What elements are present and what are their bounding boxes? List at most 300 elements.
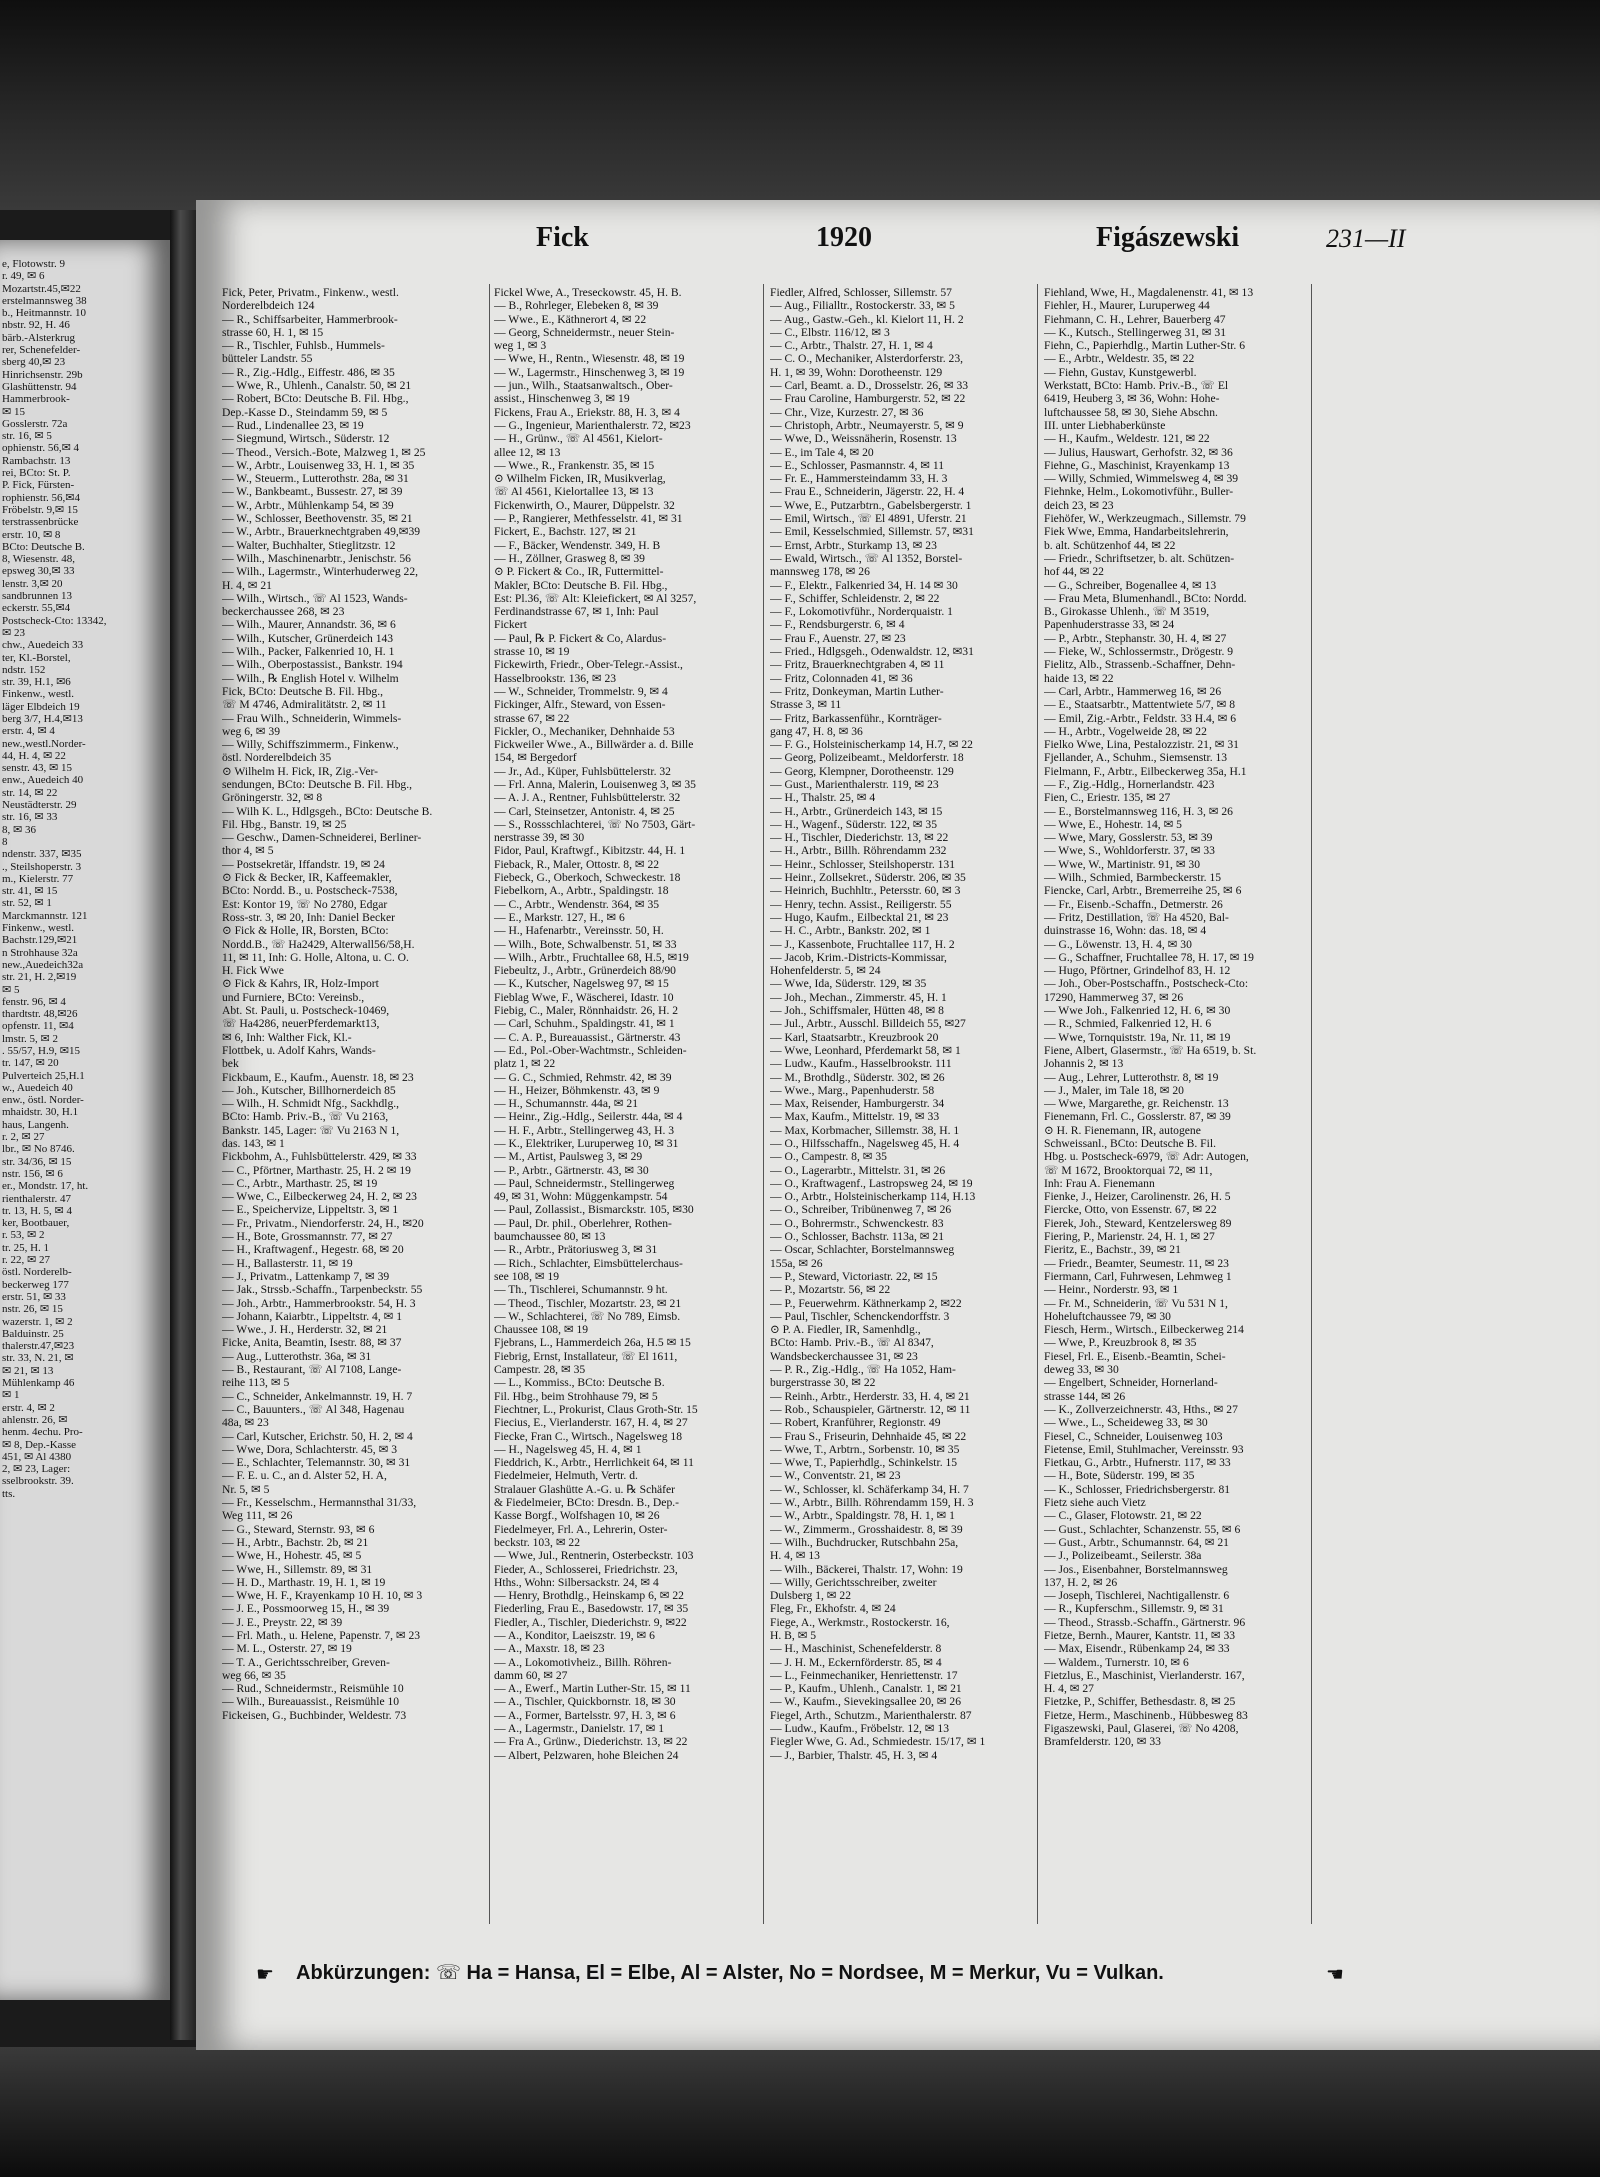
directory-entry-line: — H., Arbtr., Billh. Röhrendamm 232	[770, 844, 947, 858]
directory-entry-line: H. 4, ✉ 27	[1044, 1682, 1094, 1696]
previous-page-line: ndenstr. 337, ✉35	[2, 848, 82, 861]
directory-entry-line: Flottbek, u. Adolf Kahrs, Wands-	[222, 1043, 376, 1057]
directory-entry-line: — O., Kraftwagenf., Lastropsweg 24, ✉ 19	[770, 1176, 973, 1190]
directory-entry-line: — Wwe Joh., Falkenried 12, H. 6, ✉ 30	[1044, 1004, 1231, 1018]
previous-page-line: b., Heitmannstr. 10	[2, 307, 87, 320]
scan-background-top	[0, 0, 1600, 210]
directory-entry-line: — Henry, Brothdlg., Heinskamp 6, ✉ 22	[494, 1589, 684, 1603]
directory-entry-line: — L., Feinmechaniker, Henriettenstr. 17	[770, 1668, 958, 1682]
directory-entry-line: — Georg, Polizeibeamt., Meldorferstr. 18	[770, 751, 964, 765]
directory-entry-line: Fiebrig, Ernst, Installateur, ☏ El 1611,	[494, 1349, 678, 1363]
previous-page-line: nbstr. 92, H. 46	[2, 319, 70, 332]
directory-entry-line: — Theod., Versich.-Bote, Malzweg 1, ✉ 25	[222, 445, 426, 459]
directory-entry-line: — Wwe., L., Scheideweg 33, ✉ 30	[1044, 1416, 1208, 1430]
directory-entry-line: — Fr. E., Hammersteindamm 33, H. 3	[770, 472, 948, 486]
directory-entry-line: ☏ M 4746, Admiralitätstr. 2, ✉ 11	[222, 698, 387, 712]
directory-entry-line: Ross-str. 3, ✉ 20, Inh: Daniel Becker	[222, 910, 395, 924]
directory-entry-line: — Wwe, Margarethe, gr. Reichenstr. 13	[1044, 1097, 1229, 1111]
directory-entry-line: — Aug., Lutterothstr. 36a, ✉ 31	[222, 1349, 372, 1363]
directory-entry-line: — P., Kaufm., Uhlenh., Canalstr. 1, ✉ 21	[770, 1682, 962, 1696]
directory-entry-line: strasse 144, ✉ 26	[1044, 1389, 1126, 1403]
directory-entry-line: Fiehn, C., Papierhdlg., Martin Luther-Str. 6	[1044, 339, 1246, 353]
previous-page-line: r. 53, ✉ 2	[2, 1229, 45, 1242]
previous-page-line: 8	[2, 835, 8, 848]
previous-page-line: tr. 147, ✉ 20	[2, 1057, 59, 1070]
directory-entry-line: — Wilh., Bureauassist., Reismühle 10	[222, 1695, 400, 1709]
directory-entry-line: — Chr., Vize, Kurzestr. 27, ✉ 36	[770, 405, 924, 419]
directory-entry-line: sendungen, BCto: Deutsche B. Fil. Hbg.,	[222, 777, 413, 791]
directory-entry-line: — P., Arbtr., Gärtnerstr. 43, ✉ 30	[494, 1163, 649, 1177]
directory-entry-line: — A., Tischler, Quickbornstr. 18, ✉ 30	[494, 1695, 676, 1709]
directory-entry-line: strasse 67, ✉ 22	[494, 711, 570, 725]
directory-entry-line: — Oscar, Schlachter, Borstelmannsweg	[770, 1243, 955, 1257]
directory-entry-line: — Jak., Strssb.-Schaffn., Tarpenbeckstr. 55	[222, 1283, 423, 1297]
directory-entry-line: — P., Arbtr., Stephanstr. 30, H. 4, ✉ 27	[1044, 631, 1227, 645]
directory-entry-line: — Fra A., Grünw., Diederichstr. 13, ✉ 22	[494, 1735, 688, 1749]
directory-entry-line: duinstrasse 16, Wohn: das. 18, ✉ 4	[1044, 924, 1207, 938]
book-gutter	[170, 210, 196, 2040]
directory-entry-line: Fidor, Paul, Kraftwgf., Kibitzstr. 44, H. 1	[494, 844, 686, 858]
previous-page-line: chw., Auedeich 33	[2, 639, 84, 652]
directory-entry-line: — E., Speichervize, Lippeltstr. 3, ✉ 1	[222, 1203, 399, 1217]
previous-page-line: 2, ✉ 23, Lager:	[2, 1463, 71, 1476]
previous-page-line: rienthalerstr. 47	[2, 1192, 72, 1205]
directory-entry-line: — Willy, Schiffszimmerm., Finkenw.,	[222, 738, 399, 752]
previous-page-line: erstr. 10, ✉ 8	[2, 528, 61, 541]
directory-entry-line: — Frl. Math., u. Helene, Papenstr. 7, ✉ 23	[222, 1628, 421, 1642]
directory-entry-line: Fiesch, Herm., Wirtsch., Eilbeckerweg 214	[1044, 1323, 1244, 1337]
directory-entry-line: platz 1, ✉ 22	[494, 1057, 556, 1071]
previous-page-line: terstrassenbrücke	[2, 516, 79, 529]
directory-entry-line: — C., Arbtr., Wendenstr. 364, ✉ 35	[494, 897, 660, 911]
directory-entry-line: — F. G., Holsteinischerkamp 14, H.7, ✉ 22	[770, 738, 973, 752]
directory-entry-line: strasse 60, H. 1, ✉ 15	[222, 325, 324, 339]
directory-entry-line: Fietense, Emil, Stuhlmacher, Vereinsstr. 93	[1044, 1442, 1244, 1456]
directory-entry-line: — Carl, Kutscher, Erichstr. 50, H. 2, ✉ 4	[222, 1429, 413, 1443]
directory-entry-line: — Fritz, Destillation, ☏ Ha 4520, Bal-	[1044, 910, 1229, 924]
previous-page-line: new.,Auedeich32a	[2, 958, 84, 971]
directory-entry-line: Fiehler, H., Maurer, Luruperweg 44	[1044, 299, 1210, 313]
directory-entry-line: — Siegmund, Wirtsch., Süderstr. 12	[222, 432, 390, 446]
directory-entry-line: Hohenfelderstr. 5, ✉ 24	[770, 964, 881, 978]
directory-entry-line: — G. C., Schmied, Rehmstr. 42, ✉ 39	[494, 1070, 672, 1084]
directory-entry-line: H. Fick Wwe	[222, 964, 284, 978]
directory-entry-line: Fickbohm, A., Fuhlsbüttelerstr. 429, ✉ 33	[222, 1150, 417, 1164]
previous-page-line: Finkenw., westl.	[2, 688, 75, 701]
directory-entry-line: — Hugo, Kaufm., Eilbecktal 21, ✉ 23	[770, 910, 949, 924]
directory-entry-line: — G., Löwenstr. 13, H. 4, ✉ 30	[1044, 937, 1192, 951]
directory-entry-line: — W., Conventstr. 21, ✉ 23	[770, 1469, 901, 1483]
directory-entry-line: — Max, Korbmacher, Sillemstr. 38, H. 1	[770, 1123, 960, 1137]
directory-entry-line: — Karl, Staatsarbtr., Kreuzbrook 20	[770, 1030, 939, 1044]
previous-page-line: Finkenw., westl.	[2, 922, 75, 935]
directory-entry-line: — B., Rohrleger, Elebeken 8, ✉ 39	[494, 299, 659, 313]
directory-entry-line: — Heinrich, Buchhltr., Petersstr. 60, ✉ 3	[770, 884, 961, 898]
directory-entry-line: — W., Arbtr., Louisenweg 33, H. 1, ✉ 35	[222, 458, 415, 472]
previous-page-line: beckerweg 177	[2, 1278, 69, 1291]
previous-page-line: läger Elbdeich 19	[2, 700, 80, 713]
directory-entry-line: — Wilh., ℞ English Hotel v. Wilhelm	[222, 671, 399, 685]
directory-entry-line: — Wilh K. L., Hdlgsgeh., BCto: Deutsche B.	[222, 804, 433, 818]
directory-entry-line: damm 60, ✉ 27	[494, 1668, 568, 1682]
directory-entry-line: Fiebelkorn, A., Arbtr., Spaldingstr. 18	[494, 884, 669, 898]
previous-page-line: erstelmannsweg 38	[2, 294, 87, 307]
directory-entry-line: — Rud., Lindenallee 23, ✉ 19	[222, 418, 364, 432]
directory-entry-line: — Joh., Arbtr., Hammerbrookstr. 54, H. 3	[222, 1296, 416, 1310]
directory-entry-line: — R., Schiffsarbeiter, Hammerbrook-	[222, 312, 398, 326]
directory-entry-line: — F., Zig.-Hdlg., Hornerlandstr. 423	[1044, 777, 1215, 791]
previous-page-line: tr. 25, H. 1	[2, 1241, 50, 1254]
directory-entry-line: — Wilh., Packer, Falkenried 10, H. 1	[222, 645, 395, 659]
directory-entry-line: — Wwe, P., Kreuzbrook 8, ✉ 35	[1044, 1336, 1197, 1350]
directory-entry-line: beckstr. 103, ✉ 22	[494, 1535, 581, 1549]
directory-entry-line: — W., Schlosser, Beethovenstr. 35, ✉ 21	[222, 512, 413, 526]
directory-entry-line: — H., Hafenarbtr., Vereinsstr. 50, H.	[494, 924, 664, 938]
directory-entry-line: — Max, Reisender, Hamburgerstr. 34	[770, 1097, 945, 1111]
directory-entry-line: Fjellander, A., Schuhm., Siemsenstr. 13	[1044, 751, 1228, 765]
directory-entry-line: — Heinr., Zollsekret., Süderstr. 206, ✉ 35	[770, 871, 966, 885]
directory-entry-line: Fil. Hbg., beim Strohhause 79, ✉ 5	[494, 1389, 658, 1403]
directory-entry-line: — E., Arbtr., Weldestr. 35, ✉ 22	[1044, 352, 1195, 366]
directory-entry-line: Fickweiler Wwe., A., Billwärder a. d. Bille	[494, 738, 694, 752]
directory-entry-line: — C., Pförtner, Marthastr. 25, H. 2 ✉ 19	[222, 1163, 411, 1177]
directory-entry-line: — Wwe., J. H., Herderstr. 32, ✉ 21	[222, 1323, 388, 1337]
directory-entry-line: weg 1, ✉ 3	[494, 339, 547, 353]
directory-entry-line: — Wwe, T., Arbtrn., Sorbenstr. 10, ✉ 35	[770, 1442, 960, 1456]
directory-entry-line: — Walter, Buchhalter, Stieglitzstr. 12	[222, 538, 396, 552]
directory-entry-line: — Wwe, T., Papierhdlg., Schinkelstr. 15	[770, 1456, 958, 1470]
directory-entry-line: — W., Schlachterei, ☏ No 789, Eimsb.	[494, 1309, 681, 1323]
directory-entry-line: — E., Schlosser, Pasmannstr. 4, ✉ 11	[770, 458, 945, 472]
directory-entry-line: — Emil, Wirtsch., ☏ El 4891, Uferstr. 21	[770, 512, 967, 526]
directory-entry-line: hof 44, ✉ 22	[1044, 565, 1104, 579]
directory-entry-line: — Emil, Kesselschmied, Sillemstr. 57, ✉31	[770, 525, 974, 539]
directory-entry-line: — Aug., Filialltr., Rostockerstr. 33, ✉ 5	[770, 299, 955, 313]
directory-entry-line: — Gust., Schlachter, Schanzenstr. 55, ✉ 6	[1044, 1522, 1241, 1536]
directory-entry-line: Werkstatt, BCto: Hamb. Priv.-B., ☏ El	[1044, 379, 1229, 393]
directory-entry-line: — Wwe, H., Rentn., Wiesenstr. 48, ✉ 19	[494, 352, 685, 366]
directory-entry-line: — A., Lokomotivheiz., Billh. Röhren-	[494, 1655, 672, 1669]
previous-page-line: Balduinstr. 25	[2, 1327, 64, 1340]
directory-entry-line: — Wilh., Oberpostassist., Bankstr. 194	[222, 658, 403, 672]
directory-entry-line: — H., Kraftwagenf., Hegestr. 68, ✉ 20	[222, 1243, 404, 1257]
directory-entry-line: — B., Restaurant, ☏ Al 7108, Lange-	[222, 1363, 402, 1377]
directory-entry-line: — W., Bankbeamt., Bussestr. 27, ✉ 39	[222, 485, 403, 499]
directory-entry-line: Est: Kontor 19, ☏ No 2780, Edgar	[222, 897, 388, 911]
directory-entry-line: — A. J. A., Rentner, Fuhlsbüttelerstr. 32	[494, 791, 681, 805]
directory-entry-line: — Wwe, E., Putzarbtrn., Gabelsbergerstr. 1	[770, 498, 972, 512]
directory-entry-line: — W., Arbtr., Mühlenkamp 54, ✉ 39	[222, 498, 394, 512]
directory-entry-line: — J. H. M., Eckernförderstr. 85, ✉ 4	[770, 1655, 942, 1669]
directory-entry-line: Johannis 2, ✉ 13	[1044, 1057, 1124, 1071]
previous-page-line: erstr. 51, ✉ 33	[2, 1290, 66, 1303]
directory-entry-line: — F., Rendsburgerstr. 6, ✉ 4	[770, 618, 905, 632]
directory-entry-line: Fjebrans, L., Hammerdeich 26a, H.5 ✉ 15	[494, 1336, 691, 1350]
previous-page-line: ✉ 8, Dep.-Kasse	[2, 1438, 76, 1451]
directory-entry-line: — Frau Wilh., Schneiderin, Wimmels-	[222, 711, 402, 725]
directory-entry-line: Fienemann, Frl. C., Gosslerstr. 87, ✉ 39	[1044, 1110, 1231, 1124]
directory-entry-line: — Wwe, H., Sillemstr. 89, ✉ 31	[222, 1562, 373, 1576]
directory-entry-line: — F., Bäcker, Wendenstr. 349, H. B	[494, 538, 661, 552]
directory-entry-line: — L., Kommiss., BCto: Deutsche B.	[494, 1376, 665, 1390]
previous-page-line: e, Flotowstr. 9	[2, 258, 65, 270]
directory-entry-line: — Albert, Pelzwaren, hohe Bleichen 24	[494, 1748, 679, 1762]
directory-entry-line: Fiedler, Alfred, Schlosser, Sillemstr. 57	[770, 286, 952, 299]
directory-entry-line: haide 13, ✉ 22	[1044, 671, 1114, 685]
directory-entry-line: ✉ 6, Inh: Walther Fick, Kl.-	[222, 1030, 352, 1044]
directory-entry-line: — C., Elbstr. 116/12, ✉ 3	[770, 325, 890, 339]
directory-entry-line: — Wilh., Maurer, Annandstr. 36, ✉ 6	[222, 618, 396, 632]
directory-entry-line: BCto: Hamb. Priv.-B., ☏ Al 8347,	[770, 1336, 934, 1350]
directory-column-3	[770, 286, 1032, 1926]
previous-page-line: Pulverteich 25,H.1	[2, 1069, 85, 1082]
directory-entry-line: Fieback, R., Maler, Ottostr. 8, ✉ 22	[494, 857, 660, 871]
header-right-word: Figászewski	[1096, 222, 1240, 253]
abbreviations-footer	[256, 1960, 1536, 1994]
directory-entry-line: — Wwe, W., Martinistr. 91, ✉ 30	[1044, 857, 1201, 871]
directory-entry-line: — Wwe, C., Eilbeckerweg 24, H. 2, ✉ 23	[222, 1190, 417, 1204]
directory-entry-line: Fieder, A., Schlosserei, Friedrichstr. 23,	[494, 1562, 678, 1576]
previous-page-line: str. 34/36, ✉ 15	[2, 1155, 72, 1168]
directory-entry-line: Weg 111, ✉ 26	[222, 1509, 293, 1523]
directory-entry-line: — P., Steward, Victoriastr. 22, ✉ 15	[770, 1269, 938, 1283]
previous-page-line: ker, Bootbauer,	[2, 1217, 70, 1230]
directory-entry-line: Fiegel, Arth., Schutzm., Marienthalerstr. 87	[770, 1708, 972, 1722]
directory-entry-line: deweg 33, ✉ 30	[1044, 1363, 1119, 1377]
directory-entry-line: — H., Zöllner, Grasweg 8, ✉ 39	[494, 551, 645, 565]
directory-entry-line: Fierek, Joh., Steward, Kentzelersweg 89	[1044, 1216, 1232, 1230]
directory-entry-line: — Fried., Hdlgsgeh., Odenwaldstr. 12, ✉31	[770, 645, 974, 659]
directory-entry-line: Fleg, Fr., Ekhofstr. 4, ✉ 24	[770, 1602, 896, 1616]
directory-entry-line: — H., Thalstr. 25, ✉ 4	[770, 791, 876, 805]
previous-page-line: str. 16, ✉ 33	[2, 811, 58, 824]
directory-entry-line: — E., Borstelmannsweg 116, H. 3, ✉ 26	[1044, 804, 1233, 818]
directory-entry-line: — J., Barbier, Thalstr. 45, H. 3, ✉ 4	[770, 1748, 938, 1762]
directory-entry-line: Schweissanl., BCto: Deutsche B. Fil.	[1044, 1137, 1216, 1150]
directory-entry-line: Fiegler Wwe, G. Ad., Schmiedestr. 15/17, ✉ 1	[770, 1735, 986, 1749]
directory-entry-line: — Georg, Klempner, Dorotheenstr. 129	[770, 764, 954, 778]
directory-entry-line: — Jacob, Krim.-Districts-Kommissar,	[770, 950, 947, 964]
directory-entry-line: bütteler Landstr. 55	[222, 352, 313, 366]
directory-entry-line: ⊙ P. Fickert & Co., IR, Futtermittel-	[494, 565, 664, 579]
directory-entry-line: — Hugo, Pförtner, Grindelhof 83, H. 12	[1044, 964, 1231, 978]
directory-entry-line: — Fr., Eisenb.-Schaffn., Detmerstr. 26	[1044, 897, 1223, 911]
directory-entry-line: — Joh., Kutscher, Billhornerdeich 85	[222, 1083, 396, 1097]
previous-page-line: r. 49, ✉ 6	[2, 270, 45, 283]
directory-entry-line: 11, ✉ 11, Inh: G. Holle, Altona, u. C. O.	[222, 950, 409, 964]
directory-entry-line: — H., Grünw., ☏ Al 4561, Kielort-	[494, 432, 663, 446]
directory-entry-line: Fiedelmeier, Helmuth, Vertr. d.	[494, 1469, 638, 1483]
directory-entry-line: — Ludw., Kaufm., Fröbelstr. 12, ✉ 13	[770, 1722, 949, 1736]
previous-page-line: new.,westl.Norder-	[2, 737, 86, 750]
directory-entry-line: B., Girokasse Uhlenh., ☏ M 3519,	[1044, 605, 1210, 619]
directory-entry-line: — H., Bote, Grossmannstr. 77, ✉ 27	[222, 1230, 393, 1244]
directory-entry-line: — Heinr., Norderstr. 93, ✉ 1	[1044, 1283, 1179, 1297]
directory-entry-line: — Rich., Schlachter, Eimsbüttelerchaus-	[494, 1256, 683, 1270]
directory-entry-line: — G., Schaffner, Fruchtallee 78, H. 17, ✉ 19	[1044, 950, 1254, 964]
directory-entry-line: Fiebeck, G., Oberkoch, Schweckestr. 18	[494, 871, 681, 885]
directory-entry-line: — Wilh., Maschinenarbtr., Jenischstr. 56	[222, 551, 411, 565]
page-number: 231—II	[1326, 224, 1406, 253]
directory-entry-line: — Robert, BCto: Deutsche B. Fil. Hbg.,	[222, 392, 409, 406]
directory-entry-line: H. B, ✉ 5	[770, 1628, 817, 1642]
directory-entry-line: H. 4, ✉ 13	[770, 1549, 820, 1563]
directory-entry-line: — J. E., Possmoorweg 15, H., ✉ 39	[222, 1602, 390, 1616]
directory-entry-line: — E., im Tale 4, ✉ 20	[770, 445, 874, 459]
previous-page-line: Hinrichsenstr. 29b	[2, 368, 83, 381]
directory-entry-line: ⊙ Wilhelm H. Fick, IR, Zig.-Ver-	[222, 764, 378, 778]
directory-entry-line: Norderelbdeich 124	[222, 299, 315, 313]
directory-entry-line: — Paul, Dr. phil., Oberlehrer, Rothen-	[494, 1216, 672, 1230]
directory-entry-line: burgerstrasse 30, ✉ 22	[770, 1376, 876, 1390]
directory-entry-line: — Wilh., Kutscher, Grünerdeich 143	[222, 631, 394, 645]
directory-entry-line: Dulsberg 1, ✉ 22	[770, 1589, 851, 1603]
previous-page-line: w., Auedeich 40	[2, 1081, 73, 1094]
directory-entry-line: — K., Kutscher, Nagelsweg 97, ✉ 15	[494, 977, 669, 991]
directory-column-4	[1044, 286, 1306, 1926]
directory-entry-line: — A., Former, Bartelsstr. 97, H. 3, ✉ 6	[494, 1708, 676, 1722]
previous-page-line: henm. 4echu. Pro-	[2, 1426, 83, 1439]
previous-page-line: P. Fick, Fürsten-	[2, 479, 75, 492]
directory-entry-line: — Carl, Beamt. a. D., Drosselstr. 26, ✉ 33	[770, 379, 969, 393]
directory-entry-line: Fietze, Herm., Maschinenb., Hübbesweg 83	[1044, 1708, 1248, 1722]
previous-page-line: bärb.-Alsterkrug	[2, 331, 76, 344]
directory-entry-line: — Frau Meta, Blumenhandl., BCto: Nordd.	[1044, 591, 1247, 605]
directory-entry-line: — C., Schneider, Ankelmannstr. 19, H. 7	[222, 1389, 413, 1403]
directory-entry-line: — Postsekretär, Iffandstr. 19, ✉ 24	[222, 857, 385, 871]
directory-entry-line: — C., Arbtr., Thalstr. 27, H. 1, ✉ 4	[770, 339, 933, 353]
directory-entry-line: — A., Maxstr. 18, ✉ 23	[494, 1642, 605, 1656]
previous-page-line: Hammerbrook-	[2, 393, 70, 406]
previous-page-line: östl. Norderelb-	[2, 1266, 72, 1279]
directory-entry-line: Gröningerstr. 32, ✉ 8	[222, 791, 323, 805]
directory-entry-line: — Joh., Mechan., Zimmerstr. 45, H. 1	[770, 990, 947, 1004]
directory-entry-line: — Paul, Zollassist., Bismarckstr. 105, ✉30	[494, 1203, 694, 1217]
directory-entry-line: Fiene, Albert, Glasermstr., ☏ Ha 6519, b. St.	[1044, 1043, 1257, 1057]
directory-entry-line: — C. O., Mechaniker, Alsterdorferstr. 23,	[770, 352, 964, 366]
directory-entry-line: — H. F., Arbtr., Stellingerweg 43, H. 3	[494, 1123, 675, 1137]
directory-entry-line: Papenhuderstrasse 33, ✉ 24	[1044, 618, 1175, 632]
directory-entry-line: Fickbaum, E., Kaufm., Auenstr. 18, ✉ 23	[222, 1070, 414, 1084]
previous-page-line: haus, Langenh.	[2, 1118, 69, 1131]
previous-page-line: wazerstr. 1, ✉ 2	[2, 1315, 73, 1328]
previous-page-line: Neustädterstr. 29	[2, 799, 77, 812]
directory-entry-line: — Fr., Privatm., Niendorferstr. 24, H., ✉20	[222, 1216, 424, 1230]
directory-column-2	[494, 286, 756, 1926]
directory-entry-line: ⊙ Fick & Becker, IR, Kaffeemakler,	[222, 871, 392, 885]
directory-entry-line: — Ernst, Arbtr., Sturkamp 13, ✉ 23	[770, 538, 937, 552]
directory-entry-line: ☏ Al 4561, Kielortallee 13, ✉ 13	[494, 485, 654, 499]
directory-entry-line: Fiering, P., Marienstr. 24, H. 1, ✉ 27	[1044, 1230, 1215, 1244]
directory-entry-line: Fickel Wwe, A., Treseckowstr. 45, H. B.	[494, 286, 682, 299]
previous-page-line: str. 39, H.1, ✉6	[2, 676, 71, 689]
directory-entry-line: Fienke, J., Heizer, Carolinenstr. 26, H. 5	[1044, 1190, 1231, 1204]
directory-entry-line: ⊙ Wilhelm Ficken, IR, Musikverlag,	[494, 472, 666, 486]
directory-entry-line: — F., Elektr., Falkenried 34, H. 14 ✉ 30	[770, 578, 958, 592]
directory-entry-line: — Carl, Schuhm., Spaldingstr. 41, ✉ 1	[494, 1017, 675, 1031]
directory-entry-line: — R., Kupferschm., Sillemstr. 9, ✉ 31	[1044, 1602, 1224, 1616]
directory-entry-line: Campestr. 28, ✉ 35	[494, 1363, 586, 1377]
directory-entry-line: — Reinh., Arbtr., Herderstr. 33, H. 4, ✉ 21	[770, 1389, 970, 1403]
previous-page-line: ✉ 1	[2, 1389, 20, 1402]
directory-entry-line: Wandsbeckerchaussee 31, ✉ 23	[770, 1349, 918, 1363]
directory-entry-line: — Waldem., Turnerstr. 10, ✉ 6	[1044, 1655, 1189, 1669]
directory-entry-line: — Rud., Schneidermstr., Reismühle 10	[222, 1682, 404, 1696]
pointing-hand-left-icon: ☛	[256, 1964, 274, 1986]
directory-entry-line: — J. E., Preystr. 22, ✉ 39	[222, 1615, 343, 1629]
directory-entry-line: BCto: Hamb. Priv.-B., ☏ Vu 2163,	[222, 1110, 389, 1124]
directory-entry-line: BCto: Nordd. B., u. Postscheck-7538,	[222, 884, 398, 898]
directory-entry-line: — Ewald, Wirtsch., ☏ Al 1352, Borstel-	[770, 551, 963, 565]
directory-entry-line: — Fiehn, Gustav, Kunstgewerbl.	[1044, 365, 1197, 379]
directory-entry-line: — Fritz, Brauerknechtgraben 4, ✉ 11	[770, 658, 945, 672]
directory-entry-line: mannsweg 178, ✉ 26	[770, 565, 870, 579]
directory-entry-line: Fiesel, Frl. E., Eisenb.-Beamtin, Schei-	[1044, 1349, 1226, 1363]
directory-entry-line: — O., Hilfsschaffn., Nagelsweg 45, H. 4	[770, 1137, 960, 1150]
directory-entry-line: Fiehnke, Helm., Lokomotivführ., Buller-	[1044, 485, 1234, 499]
directory-entry-line: Fiedelmeyer, Frl. A., Lehrerin, Oster-	[494, 1522, 668, 1536]
directory-entry-line: Hths., Wohn: Silbersackstr. 24, ✉ 4	[494, 1575, 659, 1589]
previous-page-line: eckerstr. 55,✉4	[2, 602, 71, 615]
directory-entry-line: — Wwe, Mary, Gosslerstr. 53, ✉ 39	[1044, 831, 1213, 845]
directory-entry-line: — jun., Wilh., Staatsanwaltsch., Ober-	[494, 379, 673, 393]
previous-page-line: str. 33, N. 21, ✉	[2, 1352, 74, 1365]
directory-entry-line: — C., Bauunters., ☏ Al 348, Hagenau	[222, 1402, 405, 1416]
directory-entry-line: — Emil, Zig.-Arbtr., Feldstr. 33 H.4, ✉ 6	[1044, 711, 1236, 725]
directory-entry-line: — A., Ewerf., Martin Luther-Str. 15, ✉ 11	[494, 1682, 691, 1696]
directory-entry-line: & Fiedelmeier, BCto: Dresdn. B., Dep.-	[494, 1496, 680, 1510]
directory-entry-line: Fiege, A., Werkmstr., Rostockerstr. 16,	[770, 1615, 950, 1629]
directory-entry-line: — Wwe, H., Hohestr. 45, ✉ 5	[222, 1549, 362, 1563]
directory-entry-line: see 108, ✉ 19	[494, 1269, 560, 1283]
directory-entry-line: — W., Arbtr., Billh. Röhrendamm 159, H. 3	[770, 1496, 974, 1510]
directory-entry-line: 48a, ✉ 23	[222, 1416, 269, 1430]
directory-entry-line: — J., Polizeibeamt., Seilerstr. 38a	[1044, 1549, 1202, 1563]
previous-page-line: sberg 40,✉ 23	[2, 356, 66, 369]
directory-entry-line: Strasse 3, ✉ 11	[770, 698, 842, 712]
directory-entry-line: und Furniere, BCto: Vereinsb.,	[222, 990, 365, 1004]
pointing-hand-right-icon: ☚	[1326, 1964, 1344, 1986]
directory-entry-line: Nordd.B., ☏ Ha2429, Alterwall56/58,H.	[222, 937, 415, 951]
previous-page-line: lbr., ✉ No 8746.	[2, 1143, 75, 1156]
directory-entry-line: — E., Schlachter, Telemannstr. 30, ✉ 31	[222, 1456, 411, 1470]
directory-entry-line: — G., Ingenieur, Marienthalerstr. 72, ✉23	[494, 418, 691, 432]
directory-column-1	[222, 286, 480, 1926]
previous-page-line: sandbrunnen 13	[2, 590, 72, 603]
previous-page-line: tr. 13, H. 5, ✉ 4	[2, 1204, 73, 1217]
directory-entry-line: — Fr. M., Schneiderin, ☏ Vu 531 N 1,	[1044, 1296, 1228, 1310]
directory-entry-line: — Wwe, Tornquiststr. 19a, Nr. 11, ✉ 19	[1044, 1030, 1231, 1044]
directory-entry-line: III. unter Liebhaberkünste	[1044, 418, 1166, 432]
previous-page-line: fenstr. 96, ✉ 4	[2, 995, 66, 1008]
directory-entry-line: — Wilh., Wirtsch., ☏ Al 1523, Wands-	[222, 591, 408, 605]
previous-page-line: str. 16, ✉ 5	[2, 430, 52, 443]
directory-entry-line: — G., Steward, Sternstr. 93, ✉ 6	[222, 1522, 375, 1536]
directory-entry-line: Fiechtner, L., Prokurist, Claus Groth-Str. 15	[494, 1402, 698, 1416]
directory-entry-line: — C., Arbtr., Marthastr. 25, ✉ 19	[222, 1176, 378, 1190]
directory-entry-line: — H., Wagenf., Süderstr. 122, ✉ 35	[770, 817, 937, 831]
directory-entry-line: Fietkau, G., Arbtr., Hufnerstr. 117, ✉ 33	[1044, 1456, 1231, 1470]
previous-page-line: str. 21, H. 2,✉19	[2, 971, 77, 984]
directory-entry-line: Inh: Frau A. Fienemann	[1044, 1176, 1155, 1190]
previous-page-text	[0, 240, 170, 1500]
previous-page-line: 8, ✉ 36	[2, 823, 36, 836]
previous-page-line: sselbrookstr. 39.	[2, 1475, 74, 1488]
previous-page-line: BCto: Deutsche B.	[2, 540, 85, 553]
directory-entry-line: allee 12, ✉ 13	[494, 445, 561, 459]
directory-entry-line: — M., Artist, Paulsweg 3, ✉ 29	[494, 1150, 643, 1164]
previous-page-line: ophienstr. 56,✉ 4	[2, 442, 80, 455]
